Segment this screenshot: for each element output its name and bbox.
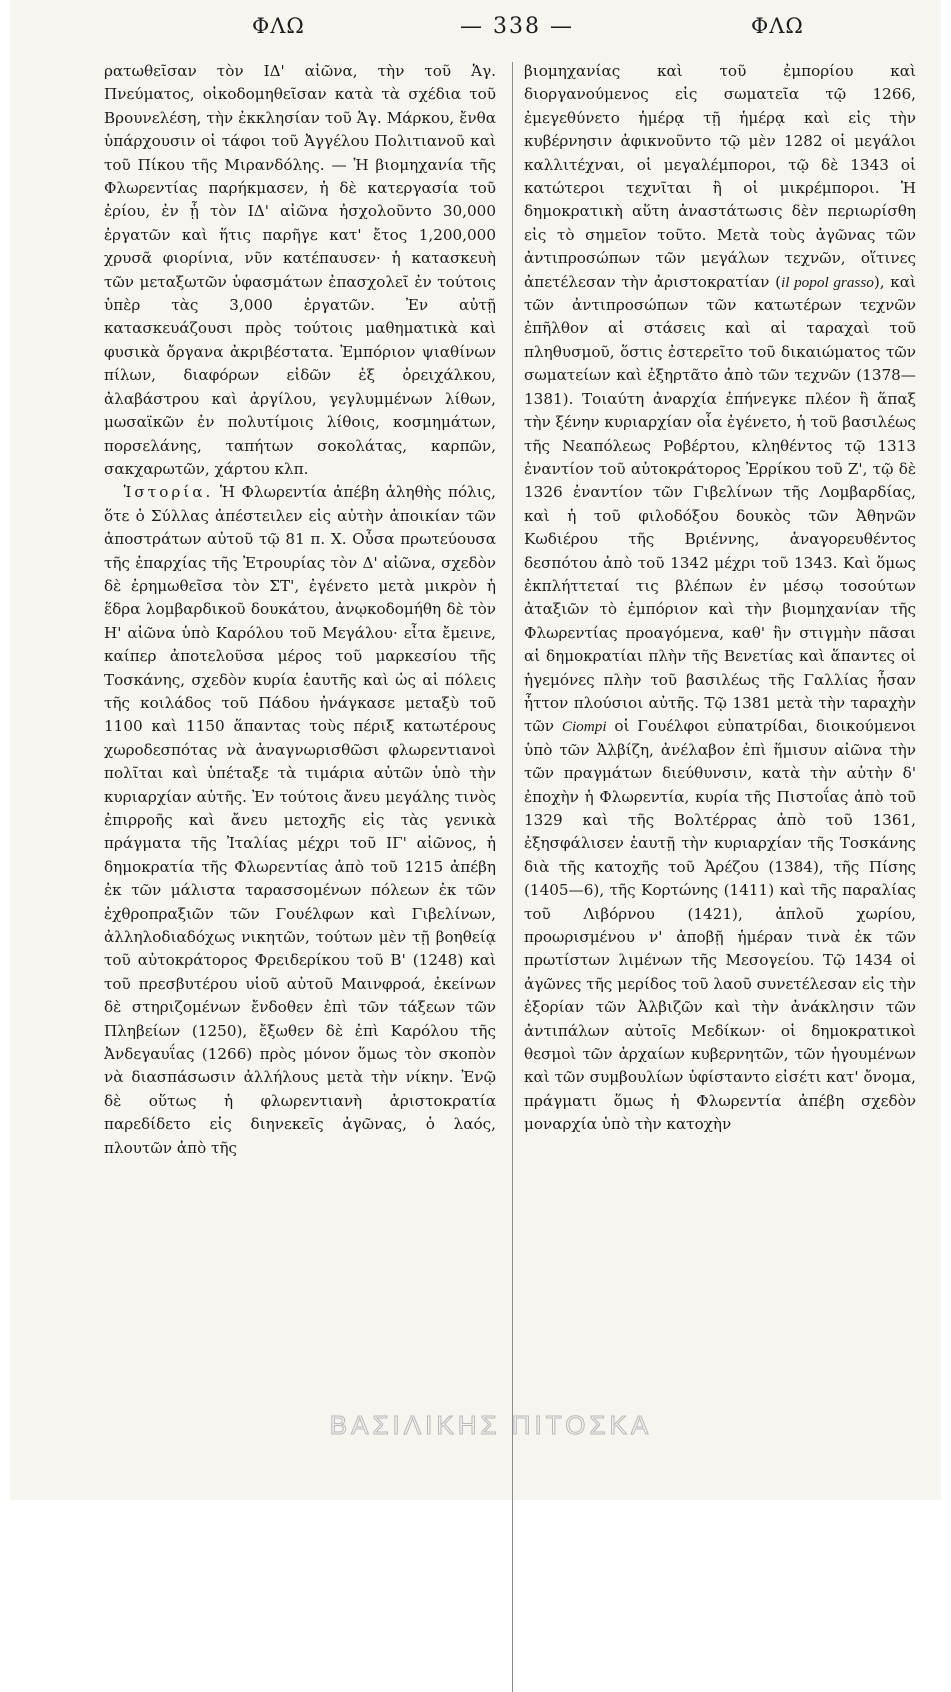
history-heading: Ἱστορία. [123,483,214,502]
right-headword: ΦΛΩ [751,14,804,38]
right-text-1: βιομηχανίας καὶ τοῦ ἐμπορίου καὶ διοργανούμενος εἰς σωματεῖα τῷ 1266, ἐμεγεθύνετο ἡμέρᾳ τῇ ἡμέρᾳ καὶ εἰς τὴν κυβέρνησιν ἀφικνοῦντο τῷ μὲν 1282 οἱ μεγάλοι καλλιτέχναι, οἱ μεγαλέμποροι, τῷ δὲ 1343 οἱ κατώτεροι τεχνῖται ἢ οἱ μικρέμποροι. Ἡ δημοκρατικὴ αὕτη ἀναστάτωσις δὲν περιωρίσθη εἰς τὸ σημεῖον τοῦτο. Μετὰ τοὺς ἀγῶνας τῶν ἀντιπροσώπων τῶν μεγάλων τεχνῶν, οἵτινες ἀπετέλεσαν τὴν ἀριστοκρατίαν ( [524,62,916,291]
history-text: Ἡ Φλωρεντία ἀπέβη ἀληθὴς πόλις, ὅτε ὁ Σύλλας ἀπέστειλεν εἰς αὐτὴν ἀποικίαν τῶν ἀποστράτων αὐτοῦ τῷ 81 π. Χ. Οὖσα πρωτεύουσα τῆς ἐπαρχίας τῆς Ἐτρουρίας τὸν Δ' αἰῶνα, σχεδὸν δὲ ἐρημωθεῖσα τὸν ΣΤ', ἐγένετο μετὰ μικρὸν ἡ ἕδρα λομβαρδικοῦ δουκάτου, ἀνῳκοδομήθη δὲ τὸν Η' αἰῶνα ὑπὸ Καρόλου τοῦ Μεγάλου· εἶτα ἔμεινε, καίπερ ἀποτελοῦσα μέρος τοῦ μαρκεσίου τῆς Τοσκάνης, σχεδὸν κυρία ἑαυτῆς καὶ ὡς αἱ πόλεις τῆς κοιλάδος τοῦ Πάδου ἠνάγκασε μεταξὺ τοῦ 1100 καὶ 1150 ἅπαντας τοὺς πέριξ κατωτέρους χωροδεσπότας νὰ ἀναγνωρισθῶσι φλωρεντιανοὶ πολῖται καὶ ὑπέταξε τὰ τιμάρια αὐτῶν ὑπὸ τὴν κυριαρχίαν αὐτῆς. Ἐν τούτοις ἄνευ μεγάλης τινὸς ἐπιρροῆς καὶ ἄνευ μετοχῆς εἰς τὰς γενικὰ πράγματα τῆς Ἰταλίας μέχρι τοῦ ΙΓ' αἰῶνος, ἡ δημοκρατία τῆς Φλωρεντίας ἀπὸ τοῦ 1215 ἀπέβη ἐκ τῶν μάλιστα ταρασσομένων πόλεων ἐκ τῶν ἐχθροπραξιῶν τῶν Γουέλφων καὶ Γιβελίνων, ἀλληλοδιαδόχως νικητῶν, τούτων μὲν τῇ βοηθείᾳ τοῦ αὐτοκράτορος Φρειδερίκου τοῦ Β' (1248) καὶ τοῦ πρεσβυτέρου υἱοῦ αὐτοῦ Μαινφροά, ἐκείνων δὲ στηριζομένων ἔνδοθεν ἐπὶ τῶν τάξεων τῶν Πληβείων (1250), ἔξωθεν δὲ ἐπὶ Καρόλου τῆς Ἀνδεγαυΐας (1266) πρὸς μόνον ὅμως τὸν σκοπὸν νὰ διασπάσωσιν ἀλλήλους μετὰ τὴν νίκην. Ἐνῷ δὲ οὕτως ἡ φλωρεντιανὴ ἀριστοκρατία παρεδίδετο εἰς διηνεκεῖς ἀγῶνας, ὁ λαός, πλουτῶν ἀπὸ τῆς [104,483,496,1157]
page-header [70,8,900,58]
left-paragraph-1: ρατωθεῖσαν τὸν ΙΔ' αἰῶνα, τὴν τοῦ Ἁγ. Πνεύματος, οἰκοδομηθεῖσαν κατὰ τὰ σχέδια τοῦ Βρουνελέση, τὴν ἐκκλησίαν τοῦ Ἁγ. Μάρκου, ἔνθα ὑπάρχουσιν οἱ τάφοι τοῦ Ἀγγέλου Πολιτιανοῦ καὶ τοῦ Πίκου τῆς Μιρανδόλης. — Ἡ βιομηχανία τῆς Φλωρεντίας παρήκμασεν, ἡ δὲ κατεργασία τοῦ ἐρίου, ἐν ᾗ τὸν ΙΔ' αἰῶνα ἠσχολοῦντο 30,000 ἐργατῶν καὶ ἥτις παρῆγε κατ' ἔτος 1,200,000 χρυσᾶ φιορίνια, νῦν κατέπαυσεν· ἡ κατασκευὴ τῶν μεταξωτῶν ὑφασμάτων ἐπασχολεῖ ἐν τούτοις ὑπὲρ τὰς 3,000 ἐργατῶν. Ἐν αὐτῇ κατασκευάζουσι πρὸς τούτοις μαθηματικὰ καὶ φυσικὰ ὄργανα ἀκριβέστατα. Ἐμπόριον ψιαθίνων πίλων, διαφόρων εἰδῶν ἐξ ὀρειχάλκου, ἀλαβάστρου καὶ ἀργίλου, γεγλυμμένων λίθων, μωσαϊκῶν ἐν πολυτίμοις λίθοις, κοσμημάτων, πορσελάνης, ταπήτων σοκολάτας, καρπῶν, σακχαρωτῶν, χάρτου κλπ. [104,62,496,478]
library-stamp: ΒΑΣΙΛΙΚΗΣ ΠΙΤΟΣΚΑ [329,1410,653,1440]
left-column [104,60,496,1160]
left-paragraph-2 [104,481,496,1160]
right-text-3: οἱ Γουέλφοι εὐπατρίδαι, διοικούμενοι ὑπὸ τῶν Ἀλβίζη, ἀνέλαβον ἐπὶ ἥμισυν αἰῶνα τὴν τῶν πραγμάτων διεύθυνσιν, κατὰ τὴν αὐτὴν δ' ἐποχὴν ἡ Φλωρεντία, κυρία τῆς Πιστοΐας ἀπὸ τοῦ 1329 καὶ τῆς Βολτέρρας ἀπὸ τοῦ 1361, ἐξησφάλισεν ἑαυτῇ τὴν κυριαρχίαν τῆς Τοσκάνης διὰ τῆς κατοχῆς τοῦ Ἀρέζου (1384), τῆς Πίσης (1405—6), τῆς Κορτώνης (1411) καὶ τῆς παραλίας τοῦ Λιβόρνου (1421), ἁπλοῦ χωρίου, προωρισμένου ν' ἀποβῇ ἡμέραν τινὰ ἐκ τῶν πρωτίστων λιμένων τῆς Μεσογείου. Τῷ 1434 οἱ ἀγῶνες τῆς μερίδος τοῦ λαοῦ συνετέλεσαν εἰς τὴν ἐξορίαν τῶν Ἀλβιζῶν καὶ τὴν ἀνάκλησιν τῶν ἀντιπάλων αὐτοῖς Μεδίκων· οἱ δημοκρατικοὶ θεσμοὶ τῶν ἀρχαίων κυβερνητῶν, τῶν ἡγουμένων καὶ τῶν συμβουλίων ὑφίσταντο εἰσέτι κατ' ὄνομα, πράγματι ὅμως ἡ Φλωρεντία ἀπέβη σχεδὸν μοναρχία ὑπὸ τὴν κατοχὴν [524,717,916,1134]
latin-term-popol-grasso: il popol grasso [781,273,874,291]
right-paragraph [524,60,916,1137]
page-number: — 338 — [460,14,574,39]
right-text-2: ), καὶ τῶν ἀντιπροσώπων τῶν κατωτέρων τεχνῶν ἐπῆλθον αἱ στάσεις καὶ αἱ ταραχαὶ τοῦ πληθυσμοῦ, ὅστις ἐστερεῖτο τοῦ δικαιώματος τῶν σωματείων καὶ ἐξηρτᾶτο ἀπὸ τῶν τεχνῶν (1378—1381). Τοιαύτη ἀναρχία ἐπήνεγκε πλέον ἢ ἅπαξ τὴν ξένην κυριαρχίαν οἷα ἐγένετο, ἡ τοῦ βασιλέως τῆς Νεαπόλεως Ροβέρτου, κληθέντος τῷ 1313 ἐναντίον τοῦ αὐτοκράτορος Ἐρρίκου τοῦ Ζ', τῷ δὲ 1326 ἐναντίον τῶν Γιβελίνων τῆς Λομβαρδίας, καὶ ἡ τοῦ φιλοδόξου δουκὸς τῶν Ἀθηνῶν Κωδιέρου τῆς Βριέννης, ἀναγορευθέντος δεσπότου ἀπὸ τοῦ 1342 μέχρι τοῦ 1343. Καὶ ὅμως ἐκπλήττεταί τις βλέπων ἐν μέσῳ τοσούτων ἀταξιῶν τὸ ἐμπόριον καὶ τὴν βιομηχανίαν τῆς Φλωρεντίας προαγόμενα, καθ' ἣν στιγμὴν πᾶσαι αἱ δημοκρατίαι πλὴν τῆς Βενετίας καὶ ἅπαντες οἱ ἡγεμόνες πλὴν τοῦ βασιλέως τῆς Γαλλίας ἦσαν ἧττον πλούσιοι αὐτῆς. Τῷ 1381 μετὰ τὴν ταραχὴν τῶν [524,272,916,736]
latin-term-ciompi: Ciompi [561,718,607,736]
left-headword: ΦΛΩ [252,14,305,38]
right-column [524,60,916,1137]
page [10,0,941,1500]
